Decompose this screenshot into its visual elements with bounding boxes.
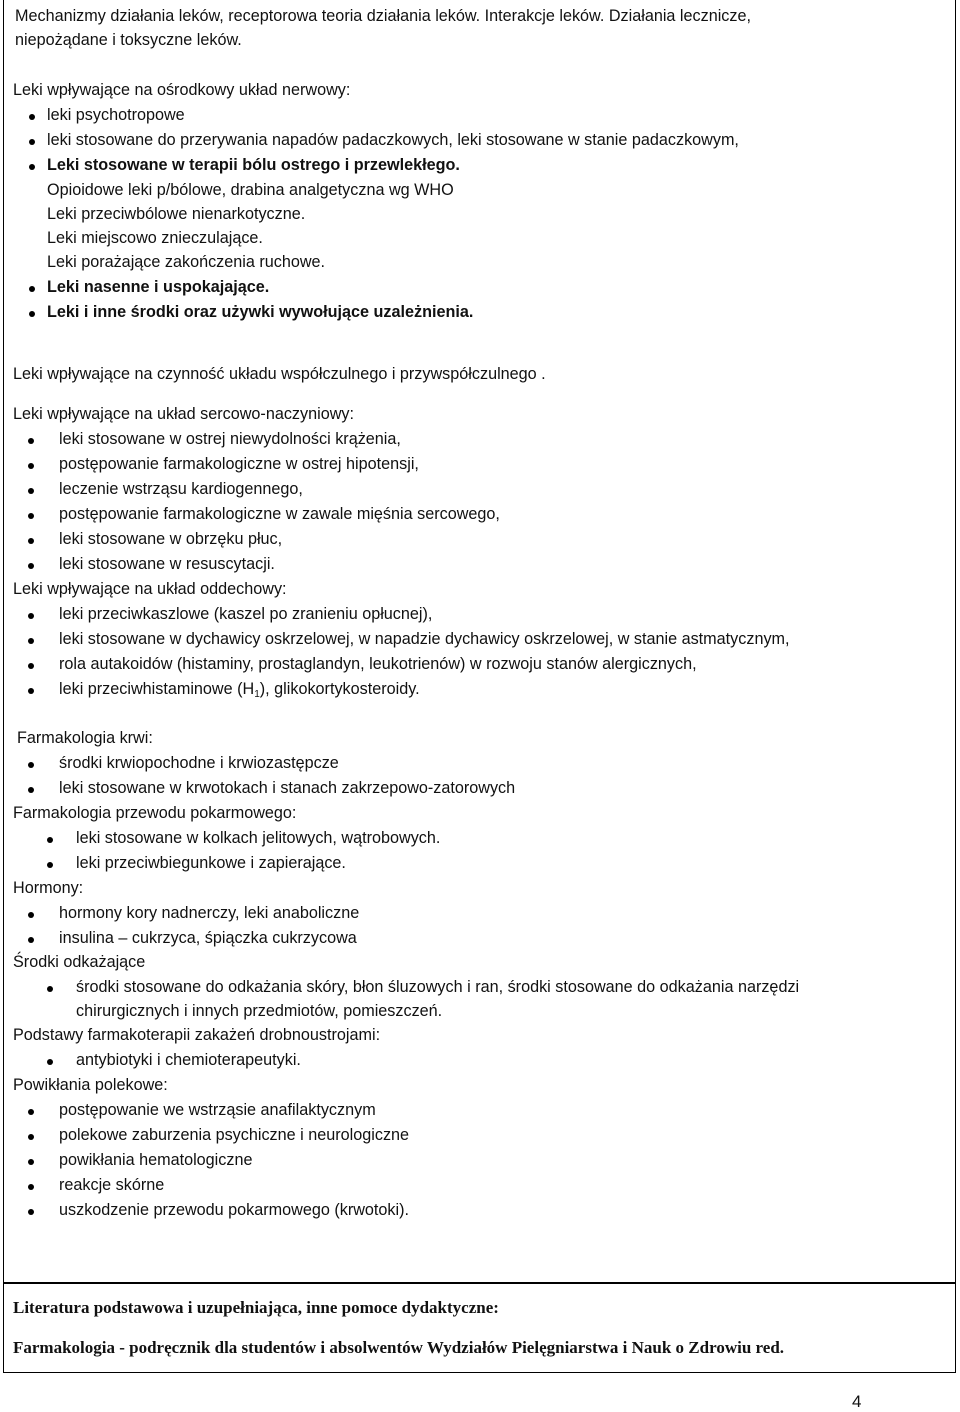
list-item: środki stosowane do odkażania skóry, błon śluzowych i ran, środki stosowane do odkażania narzędzi [76, 978, 800, 996]
list-subline: Leki przeciwbólowe nienarkotyczne. [47, 205, 306, 223]
ans-heading: Leki wpływające na czynność układu współczulnego i przywspółczulnego . [13, 365, 546, 383]
literature-reference: Farmakologia - podręcznik dla studentów i absolwentów Wydziałów Pielęgniarstwa i Nauk o Zdrowiu red. [13, 1338, 785, 1357]
bullet-icon [28, 463, 34, 469]
cardio-heading: Leki wpływające na układ sercowo-naczyniowy: [13, 405, 354, 423]
intro-line-1: Mechanizmy działania leków, receptorowa teoria działania leków. Interakcje leków. Działania lecznicze, [15, 7, 751, 25]
disinf-heading: Środki odkażające [13, 953, 146, 971]
list-item: leki stosowane w resuscytacji. [59, 555, 275, 573]
bullet-icon [28, 937, 34, 943]
page-number: 4 [852, 1392, 862, 1411]
list-item: rola autakoidów (histaminy, prostaglandyn, leukotrienów) w rozwoju stanów alergicznych, [59, 655, 697, 673]
list-item: powikłania hematologiczne [59, 1151, 253, 1169]
literature-heading: Literatura podstawowa i uzupełniająca, inne pomoce dydaktyczne: [13, 1298, 499, 1317]
bullet-icon [28, 1209, 34, 1215]
blood-heading: Farmakologia krwi: [17, 729, 153, 747]
bullet-icon [28, 1109, 34, 1115]
list-item-text: ), glikokortykosteroidy. [259, 680, 420, 698]
list-item: Leki i inne środki oraz używki wywołujące uzależnienia. [47, 303, 474, 321]
bullet-icon [29, 164, 35, 170]
list-item: postępowanie farmakologiczne w ostrej hipotensji, [59, 455, 419, 473]
bullet-icon [28, 787, 34, 793]
bullet-icon [29, 286, 35, 292]
bullet-icon [28, 762, 34, 768]
list-subline: Leki miejscowo znieczulające. [47, 229, 263, 247]
list-item: leki stosowane w ostrej niewydolności krążenia, [59, 430, 401, 448]
intro-line-2: niepożądane i toksyczne leków. [15, 31, 242, 49]
list-item: leki stosowane do przerywania napadów padaczkowych, leki stosowane w stanie padaczkowym, [47, 131, 739, 149]
gi-heading: Farmakologia przewodu pokarmowego: [13, 804, 297, 822]
bullet-icon [47, 1059, 53, 1065]
list-item-continuation: chirurgicznych i innych przedmiotów, pomieszczeń. [76, 1002, 443, 1020]
list-item: polekowe zaburzenia psychiczne i neurologiczne [59, 1126, 410, 1144]
bullet-icon [29, 114, 35, 120]
bullet-icon [28, 438, 34, 444]
bullet-icon [28, 1134, 34, 1140]
bullet-icon [28, 613, 34, 619]
list-item [59, 679, 420, 705]
list-item: Leki stosowane w terapii bólu ostrego i przewlekłego. [47, 156, 460, 174]
subscript: 1 [254, 689, 260, 700]
bullet-icon [28, 563, 34, 569]
bullet-icon [28, 488, 34, 494]
list-item: leki przeciwbiegunkowe i zapierające. [76, 854, 346, 872]
resp-heading: Leki wpływające na układ oddechowy: [13, 580, 287, 598]
bullet-icon [47, 837, 53, 843]
list-item: postępowanie farmakologiczne w zawale mięśnia sercowego, [59, 505, 500, 523]
antimicro-heading: Podstawy farmakoterapii zakażeń drobnoustrojami: [13, 1026, 381, 1044]
list-subline: Opioidowe leki p/bólowe, drabina analgetyczna wg WHO [47, 181, 454, 199]
bullet-icon [28, 1159, 34, 1165]
list-item: antybiotyki i chemioterapeutyki. [76, 1051, 301, 1069]
list-item: uszkodzenie przewodu pokarmowego (krwotoki). [59, 1201, 409, 1219]
bullet-icon [28, 638, 34, 644]
list-item: leki stosowane w kolkach jelitowych, wątrobowych. [76, 829, 441, 847]
list-item-text: leki przeciwhistaminowe (H [59, 680, 255, 698]
list-item: leki przeciwkaszlowe (kaszel po zranieniu opłucnej), [59, 605, 433, 623]
bullet-icon [29, 139, 35, 145]
list-item: postępowanie we wstrząsie anafilaktycznym [59, 1101, 376, 1119]
list-item: insulina – cukrzyca, śpiączka cukrzycowa [59, 929, 357, 947]
bullet-icon [28, 513, 34, 519]
bullet-icon [28, 538, 34, 544]
list-item: leki stosowane w krwotokach i stanach zakrzepowo-zatorowych [59, 779, 516, 797]
bullet-icon [47, 862, 53, 868]
bullet-icon [28, 663, 34, 669]
list-item: leki stosowane w obrzęku płuc, [59, 530, 283, 548]
complications-heading: Powikłania polekowe: [13, 1076, 168, 1094]
list-item: leki psychotropowe [47, 106, 185, 124]
list-item: reakcje skórne [59, 1176, 165, 1194]
bullet-icon [29, 311, 35, 317]
bullet-icon [28, 688, 34, 694]
cns-heading: Leki wpływające na ośrodkowy układ nerwowy: [13, 81, 351, 99]
bullet-icon [47, 986, 53, 992]
list-subline: Leki porażające zakończenia ruchowe. [47, 253, 326, 271]
bullet-icon [28, 912, 34, 918]
literature-frame [3, 1283, 956, 1373]
list-item: Leki nasenne i uspokajające. [47, 278, 270, 296]
list-item: hormony kory nadnerczy, leki anaboliczne [59, 904, 360, 922]
list-item: leki stosowane w dychawicy oskrzelowej, w napadzie dychawicy oskrzelowej, w stanie astmatycznym, [59, 630, 790, 648]
hormones-heading: Hormony: [13, 879, 84, 897]
bullet-icon [28, 1184, 34, 1190]
list-item: środki krwiopochodne i krwiozastępcze [59, 754, 339, 772]
list-item: leczenie wstrząsu kardiogennego, [59, 480, 303, 498]
